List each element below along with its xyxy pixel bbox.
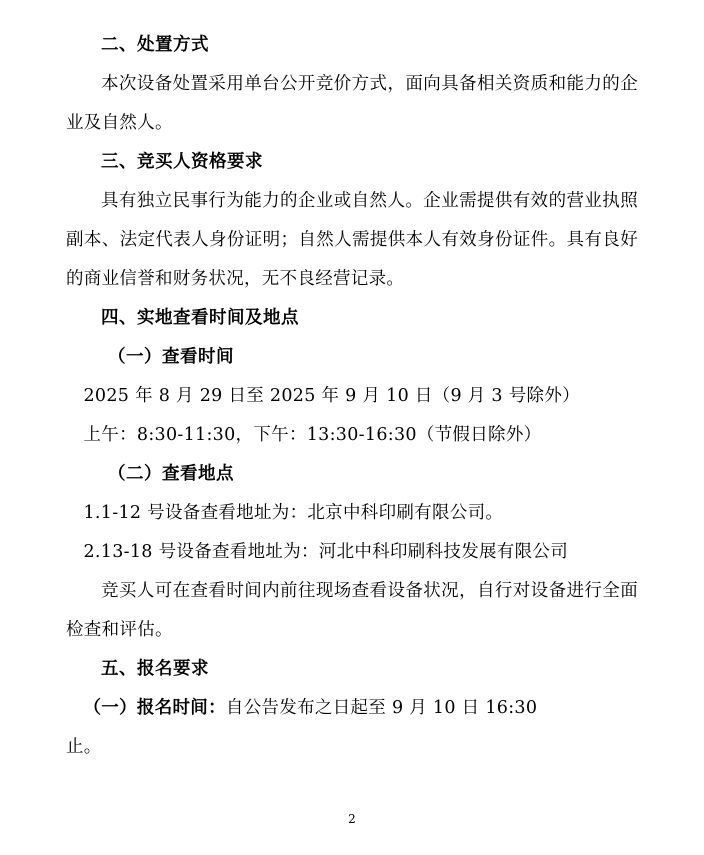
- inspection-date-range: 2025 年 8 月 29 日至 2025 年 9 月 10 日（9 月 3 号除外）: [83, 386, 580, 406]
- section-heading-shi-di-cha-kan: 四、实地查看时间及地点: [101, 308, 299, 328]
- document-body: [66, 26, 638, 767]
- section-paragraph-jing-mai-ren-zi-ge: 具有独立民事行为能力的企业或自然人。企业需提供有效的营业执照副本、法定代表人身份证明；自然人需提供本人有效身份证件。具有良好的商业信誉和财务状况，无不良经营记录。: [66, 191, 638, 289]
- section-paragraph-xian-chang-cha-kan: 竞买人可在查看时间内前往现场查看设备状况，自行对设备进行全面检查和评估。: [66, 581, 638, 640]
- inspection-address-item-1: 1.1-12 号设备查看地址为：北京中科印刷有限公司。: [83, 503, 504, 523]
- section-heading-jing-mai-ren-zi-ge: 三、竞买人资格要求: [101, 152, 263, 172]
- registration-time-label: （一）报名时间：: [83, 698, 226, 718]
- section-heading-chu-zhi-fang-shi: 二、处置方式: [101, 35, 209, 55]
- section-paragraph-chu-zhi-fang-shi: 本次设备处置采用单台公开竞价方式，面向具备相关资质和能力的企业及自然人。: [66, 74, 638, 133]
- inspection-time-range: 上午：8:30-11:30，下午：13:30-16:30（节假日除外）: [83, 425, 542, 445]
- inspection-address-item-2: 2.13-18 号设备查看地址为：河北中科印刷科技发展有限公司: [83, 542, 569, 562]
- subsection-heading-cha-kan-shi-jian: （一）查看时间: [108, 347, 234, 367]
- section-heading-bao-ming-yao-qiu: 五、报名要求: [101, 659, 209, 679]
- registration-time-value: 自公告发布之日起至 9 月 10 日 16:30: [225, 698, 538, 718]
- page-number: 2: [348, 812, 356, 826]
- registration-time-continuation: 止。: [66, 737, 102, 757]
- subsection-heading-cha-kan-di-dian: （二）查看地点: [108, 464, 234, 484]
- registration-time-line: [66, 689, 638, 728]
